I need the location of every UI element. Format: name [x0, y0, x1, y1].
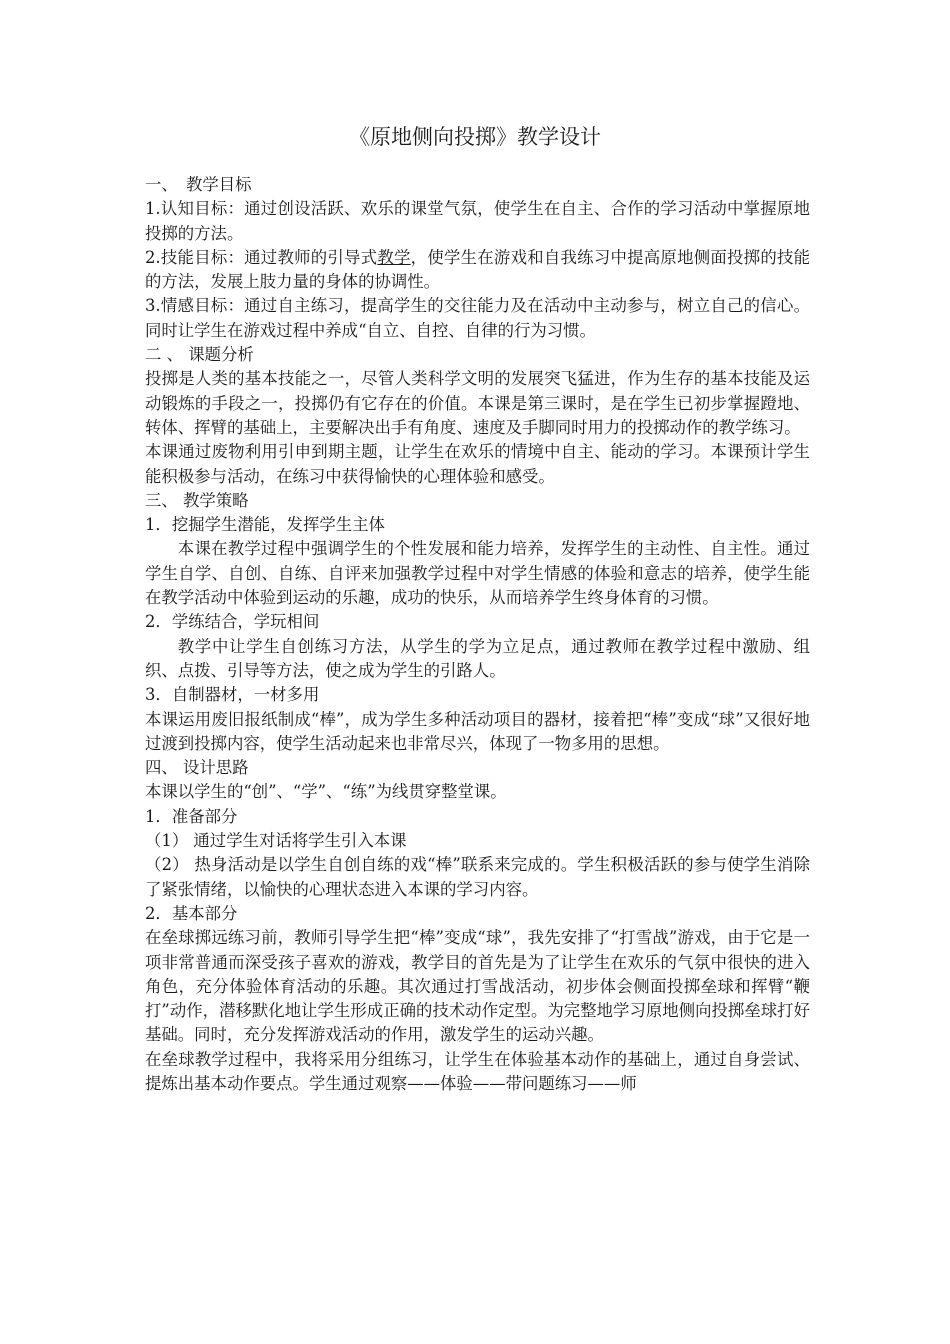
- design-part-2-title: 2．基本部分: [145, 903, 238, 923]
- strategy-2-title: 2．学练结合，学玩相间: [145, 612, 320, 632]
- section-heading-analysis: 二 、 课题分析: [145, 345, 254, 365]
- design-part-2-paragraph-1: 在垒球掷远练习前，教师引导学生把“棒”变成“球”，我先安排了“打雪战”游戏，由于它是一项非常普通而深受孩子喜欢的游戏，教学目的首先是为了让学生在欢乐的气氛中很快的进入角色，充分体验体育活动的乐趣。其次通过打雪战活动，初步体会侧面投掷垒球和挥臂“鞭打”动作，潜移默化地让学生形成正确的技术动作定型。为完整地学习原地侧向投掷垒球打好基础。同时，充分发挥游戏活动的作用，激发学生的运动兴趣。: [145, 928, 810, 1045]
- document-body: [145, 173, 810, 1096]
- skill-goal-text-a: 2.技能目标：通过教师的引导式: [145, 247, 378, 267]
- skill-goal-text-b: ，使学生在游戏和自我练习中提高原地侧面投掷的技能的方法，发展上肢力量的身体的协调性。: [145, 247, 811, 292]
- skill-goal-underlined: 教学: [377, 247, 411, 267]
- design-part-1-title: 1．准备部分: [145, 806, 238, 826]
- paragraph-analysis-2: 本课通过废物利用引申到期主题，让学生在欢乐的情境中自主、能动的学习。本课预计学生能积极参与活动，在练习中获得愉快的心理体验和感受。: [145, 442, 810, 486]
- paragraph-analysis-1: 投掷是人类的基本技能之一，尽管人类科学文明的发展突飞猛进，作为生存的基本技能及运动锻炼的手段之一，投掷仍有它存在的价值。本课是第三课时，是在学生已初步掌握蹬地、转体、挥臂的基础上，主要解决出手有角度、速度及手脚同时用力的投掷动作的教学练习。: [145, 369, 810, 437]
- strategy-3-body: 本课运用废旧报纸制成“棒”，成为学生多种活动项目的器材，接着把“棒”变成“球”又很好地过渡到投掷内容，使学生活动起来也非常尽兴，体现了一物多用的思想。: [145, 709, 810, 753]
- strategy-3-title: 3．自制器材，一材多用: [145, 685, 320, 705]
- paragraph-skill-goal: [145, 246, 810, 295]
- design-part-1-item-1: （1） 通过学生对话将学生引入本课: [145, 831, 407, 851]
- section-heading-design: 四、 设计思路: [145, 758, 249, 778]
- strategy-1-body: 本课在教学过程中强调学生的个性发展和能力培养，发挥学生的主动性、自主性。通过学生自学、自创、自练、自评来加强教学过程中对学生情感的体验和意志的培养，使学生能在教学活动中体验到运动的乐趣，成功的快乐，从而培养学生终身体育的习惯。: [145, 539, 810, 608]
- design-part-1-item-2: （2） 热身活动是以学生自创自练的戏“棒”联系来完成的。学生积极活跃的参与使学生消除了紧张情绪，以愉快的心理状态进入本课的学习内容。: [145, 855, 810, 899]
- section-heading-objectives: 一、 教学目标: [145, 175, 252, 194]
- paragraph-cognitive-goal: 1.认知目标：通过创设活跃、欢乐的课堂气氛，使学生在自主、合作的学习活动中掌握原地投掷的方法。: [145, 199, 810, 243]
- design-intro: 本课以学生的“创”、“学”、“练”为线贯穿整堂课。: [145, 782, 507, 802]
- strategy-1-title: 1．挖掘学生潜能，发挥学生主体: [145, 515, 385, 535]
- design-part-2-paragraph-2: 在垒球教学过程中，我将采用分组练习，让学生在体验基本动作的基础上，通过自身尝试、提炼出基本动作要点。学生通过观察——体验——带问题练习——师: [145, 1049, 810, 1093]
- strategy-2-body: 教学中让学生自创练习方法，从学生的学为立足点，通过教师在教学过程中激励、组织、点拨、引导等方法，使之成为学生的引路人。: [145, 636, 810, 680]
- paragraph-emotional-goal: 3.情感目标：通过自主练习，提高学生的交往能力及在活动中主动参与，树立自己的信心。同时让学生在游戏过程中养成“自立、自控、自律的行为习惯。: [145, 296, 810, 340]
- document-title: 《原地侧向投掷》教学设计: [349, 125, 601, 149]
- section-heading-strategy: 三、 教学策略: [145, 490, 249, 510]
